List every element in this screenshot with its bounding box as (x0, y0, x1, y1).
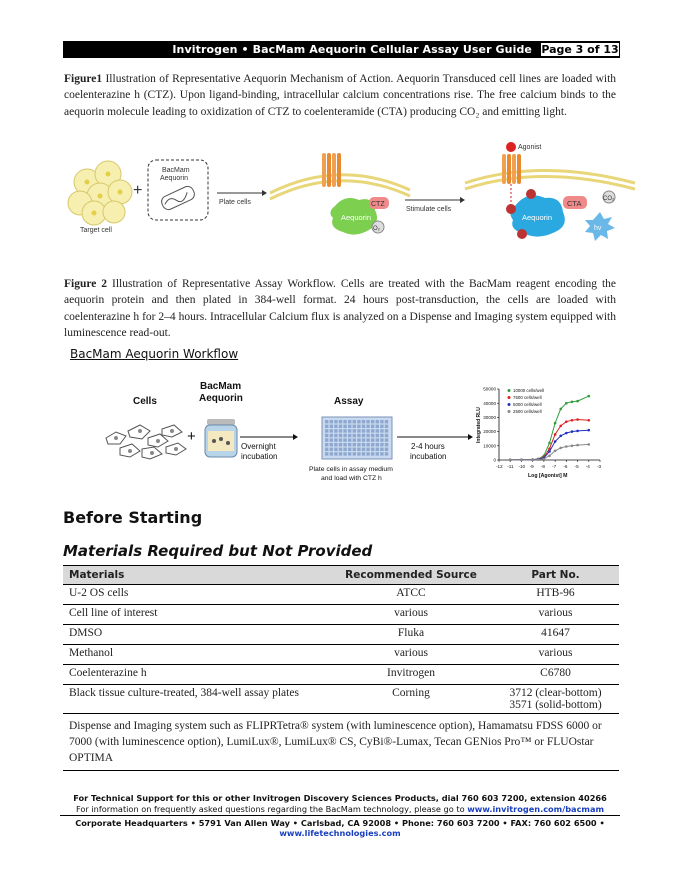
figure1-diagram (60, 138, 640, 250)
plate-well (366, 452, 369, 455)
plus-sign-2: + (187, 428, 196, 445)
y-tick-label: 40000 (483, 400, 496, 406)
plate-well (385, 429, 388, 432)
plate-well (343, 429, 346, 432)
assay-plate-icon (322, 417, 392, 459)
plate-well (339, 443, 342, 446)
data-point (554, 449, 557, 452)
bacmam-label: BacMam (162, 167, 190, 174)
materials-heading: Materials Required but Not Provided (63, 542, 373, 560)
plate-well (339, 452, 342, 455)
data-point (576, 444, 579, 447)
plate-well (334, 420, 337, 423)
plate-well (362, 448, 365, 451)
data-point (587, 429, 590, 432)
plate-well (334, 452, 337, 455)
data-point (548, 450, 551, 453)
plate-well (348, 438, 351, 441)
plate-well (371, 452, 374, 455)
plate-well (376, 434, 379, 437)
bacmam-aequorin-label: Aequorin (160, 175, 189, 182)
plate-well (325, 443, 328, 446)
material-cell: Coelenterazine h (63, 665, 330, 685)
plate-well (334, 443, 337, 446)
plate-well (357, 452, 360, 455)
o2-label: O₂ (373, 226, 380, 232)
data-point (554, 422, 557, 425)
data-point (531, 458, 534, 461)
plate-well (334, 438, 337, 441)
data-point (509, 459, 512, 462)
plate-note-line2: and load with CTZ h (321, 475, 382, 482)
data-point (543, 458, 546, 461)
legend-label: 10000 cells/well (513, 388, 544, 393)
assay-label: Assay (334, 396, 364, 407)
plate-well (385, 443, 388, 446)
x-tick-label: -4 (585, 464, 590, 469)
plate-well (353, 434, 356, 437)
data-point (520, 459, 523, 462)
plate-well (362, 420, 365, 423)
plate-well (357, 434, 360, 437)
data-point (571, 419, 574, 422)
data-point (587, 395, 590, 398)
legend-marker (508, 403, 511, 406)
x-tick-label: -6 (563, 464, 568, 469)
plate-well (353, 425, 356, 428)
plate-well (371, 425, 374, 428)
plate-well (376, 443, 379, 446)
plate-well (330, 448, 333, 451)
legend-label: 2500 cells/well (513, 409, 542, 414)
plate-well (334, 425, 337, 428)
co2-label: CO₂ (603, 196, 615, 202)
plate-well (334, 429, 337, 432)
plate-well (330, 443, 333, 446)
plate-well (339, 434, 342, 437)
plate-well (339, 420, 342, 423)
plate-well (385, 448, 388, 451)
plate-well (380, 420, 383, 423)
x-tick-label: -8 (540, 464, 545, 469)
calcium-ion-3 (517, 229, 527, 239)
page-number: Page 3 of 13 (541, 43, 619, 56)
plate-well (339, 438, 342, 441)
plate-well (371, 448, 374, 451)
plate-well (353, 448, 356, 451)
plate-well (366, 438, 369, 441)
source-cell: various (330, 605, 492, 625)
material-cell: Black tissue culture-treated, 384-well assay plates (63, 685, 330, 714)
plate-well (376, 425, 379, 428)
data-point (571, 430, 574, 433)
figure2-caption (64, 276, 616, 342)
overnight-line2: incubation (241, 452, 278, 461)
plate-well (325, 429, 328, 432)
hours-line1: 2-4 hours (411, 442, 445, 451)
plate-well (385, 438, 388, 441)
footer-faq-text: For information on frequently asked questions regarding the BacMam technology, please go to (75, 804, 465, 814)
plate-well (330, 434, 333, 437)
arrowhead-1 (262, 190, 267, 196)
plate-well (366, 443, 369, 446)
plate-well (362, 425, 365, 428)
part-cell: 41647 (492, 625, 619, 645)
dispense-system-note: Dispense and Imaging system such as FLIPRTetra® system (with luminescence option), Hamamatsu FDSS 6000 or 7000 (with luminescence option), LumiLux®, LumiLux® CS, CyBi®-Lumax, Tecan GENios Pro™ or FLUOstar OPTIMA (63, 714, 619, 771)
agonist-label: Agonist (518, 144, 542, 151)
plate-well (371, 420, 374, 423)
footer-divider (60, 815, 620, 816)
plate-well (362, 443, 365, 446)
data-point (565, 402, 568, 405)
plate-well (357, 448, 360, 451)
plate-well (325, 434, 328, 437)
plate-well (380, 425, 383, 428)
x-tick-label: -5 (574, 464, 579, 469)
plate-well (380, 438, 383, 441)
agonist-icon (506, 142, 516, 152)
plate-well (343, 443, 346, 446)
footer-faq (60, 804, 620, 814)
calcium-ion-2 (506, 204, 516, 214)
data-point (554, 433, 557, 436)
footer-support: For Technical Support for this or other Invitrogen Discovery Sciences Products, dial 760 603 7200, extension 40266 (73, 793, 607, 803)
figure2-label: Figure 2 (64, 278, 108, 290)
y-tick-label: 30000 (483, 415, 496, 420)
plate-well (348, 425, 351, 428)
figure1-caption (64, 71, 616, 120)
aequorin-label-1: Aequorin (341, 213, 372, 222)
table-row (63, 645, 619, 665)
source-cell: Corning (330, 685, 492, 714)
plate-well (343, 420, 346, 423)
data-point (548, 454, 551, 457)
part-cell: various (492, 645, 619, 665)
material-cell: U-2 OS cells (63, 585, 330, 605)
cells-icon (106, 425, 186, 459)
table-header-row (63, 566, 619, 585)
plate-well (334, 448, 337, 451)
material-cell: Cell line of interest (63, 605, 330, 625)
plate-well (380, 443, 383, 446)
plate-well (330, 452, 333, 455)
plate-well (380, 452, 383, 455)
plate-well (325, 425, 328, 428)
figure1-text: Illustration of Representative Aequorin Mechanism of Action. Aequorin Transduced cell lines are loaded with coelenterazine h (CTZ). Upon ligand-binding, intracellular calcium concentrations rise. The free calcium binds to the aequorin molecule leading to oxidization of CTZ to coelenteramide (CTA) producing CO₂ and emitting light. (64, 73, 617, 118)
chart-legend (508, 388, 545, 414)
y-tick-label: 20000 (483, 429, 496, 435)
data-point (576, 418, 579, 421)
workflow-title: BacMam Aequorin Workflow (70, 347, 239, 361)
material-cell: Methanol (63, 645, 330, 665)
bacmam-line2: Aequorin (199, 393, 243, 404)
plate-well (343, 425, 346, 428)
plate-well (371, 429, 374, 432)
plate-well (339, 429, 342, 432)
cta-label: CTA (567, 199, 582, 208)
plate-well (371, 438, 374, 441)
data-point (587, 443, 590, 446)
data-point (559, 447, 562, 450)
plate-well (385, 420, 388, 423)
y-tick-label: 50000 (483, 386, 496, 392)
plate-well (376, 429, 379, 432)
x-tick-label: -7 (552, 464, 557, 469)
data-point (571, 400, 574, 403)
plate-well (353, 452, 356, 455)
stimulate-label: Stimulate cells (406, 206, 452, 213)
plate-well (376, 452, 379, 455)
plate-well (348, 434, 351, 437)
legend-marker (508, 396, 511, 399)
data-point (576, 430, 579, 433)
plate-well (362, 434, 365, 437)
plate-well (357, 438, 360, 441)
plate-well (366, 429, 369, 432)
plate-well (357, 429, 360, 432)
plate-well (325, 420, 328, 423)
data-point (576, 400, 579, 403)
plate-well (385, 425, 388, 428)
plate-well (371, 443, 374, 446)
data-point (565, 445, 568, 448)
dose-response-chart (472, 381, 612, 481)
plate-well (357, 443, 360, 446)
document-title: Invitrogen • BacMam Aequorin Cellular Assay User Guide (172, 43, 532, 56)
plate-well (348, 420, 351, 423)
plate-well (362, 429, 365, 432)
bacmam-line1: BacMam (200, 381, 242, 392)
plate-well (385, 434, 388, 437)
plate-well (343, 452, 346, 455)
y-tick-label: 0 (493, 457, 496, 463)
plate-well (376, 448, 379, 451)
plate-well (334, 434, 337, 437)
y-tick-label: 10000 (483, 443, 496, 449)
footer-website-link[interactable]: www.lifetechnologies.com (279, 828, 401, 838)
plate-well (330, 438, 333, 441)
data-point (559, 408, 562, 411)
plate-well (362, 452, 365, 455)
table-note-row (63, 714, 619, 771)
legend-label: 7500 cells/well (513, 395, 542, 400)
data-point (565, 420, 568, 423)
materials-table (63, 565, 619, 771)
plate-well (366, 425, 369, 428)
plate-well (325, 438, 328, 441)
part-cell: various (492, 605, 619, 625)
plate-well (353, 438, 356, 441)
reagent-bottle-icon (205, 419, 237, 457)
plate-well (376, 438, 379, 441)
chart-ylabel: Integrated RLU (476, 407, 482, 443)
header-source: Recommended Source (330, 566, 492, 585)
footer-headquarters: Corporate Headquarters • 5791 Van Allen Way • Carlsbad, CA 92008 • Phone: 760 603 7200 • FAX: 760 602 6500 • (75, 818, 605, 828)
data-point (571, 445, 574, 448)
overnight-line1: Overnight (241, 442, 276, 451)
table-row (63, 685, 619, 714)
plate-well (385, 452, 388, 455)
data-point (559, 425, 562, 428)
part-cell: C6780 (492, 665, 619, 685)
plate-note-line1: Plate cells in assay medium (309, 466, 393, 473)
plate-well (376, 420, 379, 423)
x-tick-label: -11 (507, 464, 514, 469)
data-point (537, 458, 540, 461)
before-starting-heading: Before Starting (63, 508, 203, 527)
plate-well (380, 448, 383, 451)
plate-well (339, 448, 342, 451)
plate-well (325, 452, 328, 455)
plate-well (343, 434, 346, 437)
plate-well (353, 429, 356, 432)
legend-marker (508, 389, 511, 392)
legend-marker (508, 410, 511, 413)
plate-well (330, 425, 333, 428)
part-cell (492, 685, 619, 714)
table-row (63, 625, 619, 645)
plate-well (348, 443, 351, 446)
figure1-label: Figure1 (64, 73, 103, 85)
plate-well (362, 438, 365, 441)
series-line (510, 420, 589, 460)
data-point (587, 419, 590, 422)
source-cell: Fluka (330, 625, 492, 645)
data-point (565, 432, 568, 435)
plate-well (357, 420, 360, 423)
plate-well (371, 434, 374, 437)
x-tick-label: -3 (597, 464, 602, 469)
plate-well (366, 434, 369, 437)
page-header (63, 41, 620, 58)
plate-well (348, 448, 351, 451)
plate-well (325, 448, 328, 451)
plus-sign: + (133, 182, 143, 199)
figure2-text: Illustration of Representative Assay Workflow. Cells are treated with the BacMam reagent encoding the aequorin protein and then plated in 384-well format. 24 hours post-transduction, the cells are loaded with coelenterazine h for 2–4 hours. Intracellular Calcium flux is analyzed on a Dispense and Imaging system equipped with luminescence read-out. (64, 278, 617, 340)
table-row (63, 665, 619, 685)
receptor-icon-2 (502, 154, 521, 208)
plate-well (380, 434, 383, 437)
part-line-1: 3712 (clear-bottom) (509, 687, 602, 699)
x-tick-label: -10 (518, 464, 526, 469)
plate-well (380, 429, 383, 432)
x-tick-label: -9 (529, 464, 534, 469)
workflow-diagram (100, 375, 480, 490)
plate-well (343, 438, 346, 441)
target-cell-cluster (68, 161, 132, 225)
arrowhead-3 (293, 434, 298, 440)
header-part: Part No. (492, 566, 619, 585)
table-row (63, 605, 619, 625)
cells-label: Cells (133, 396, 157, 407)
plate-cells-label: Plate cells (219, 199, 251, 206)
source-cell: various (330, 645, 492, 665)
plate-well (343, 448, 346, 451)
plate-well (339, 425, 342, 428)
source-cell: Invitrogen (330, 665, 492, 685)
plate-well (353, 420, 356, 423)
bacmam-link[interactable]: www.invitrogen.com/bacmam (467, 804, 605, 814)
target-cell-label: Target cell (80, 227, 112, 234)
table-row (63, 585, 619, 605)
plate-well (357, 425, 360, 428)
plate-well (330, 429, 333, 432)
data-point (554, 440, 557, 443)
plate-well (353, 443, 356, 446)
ctz-label-1: CTZ (371, 201, 385, 208)
arrowhead-2 (460, 197, 465, 203)
plate-well (366, 448, 369, 451)
data-point (548, 442, 551, 445)
data-point (559, 435, 562, 438)
plate-well (348, 452, 351, 455)
material-cell: DMSO (63, 625, 330, 645)
part-line-2: 3571 (solid-bottom) (509, 699, 602, 711)
calcium-ion-1 (526, 189, 536, 199)
source-cell: ATCC (330, 585, 492, 605)
part-cell: HTB-96 (492, 585, 619, 605)
plate-well (366, 420, 369, 423)
x-tick-label: -12 (496, 464, 503, 469)
hours-line2: incubation (410, 452, 447, 461)
chart-xlabel: Log [Agonist] M (528, 473, 568, 479)
aequorin-label-2: Aequorin (522, 213, 553, 222)
plate-well (330, 420, 333, 423)
header-materials: Materials (63, 566, 330, 585)
legend-label: 5000 cells/well (513, 402, 542, 407)
plate-well (348, 429, 351, 432)
hv-label: hv (594, 225, 602, 232)
virus-icon (160, 184, 197, 211)
